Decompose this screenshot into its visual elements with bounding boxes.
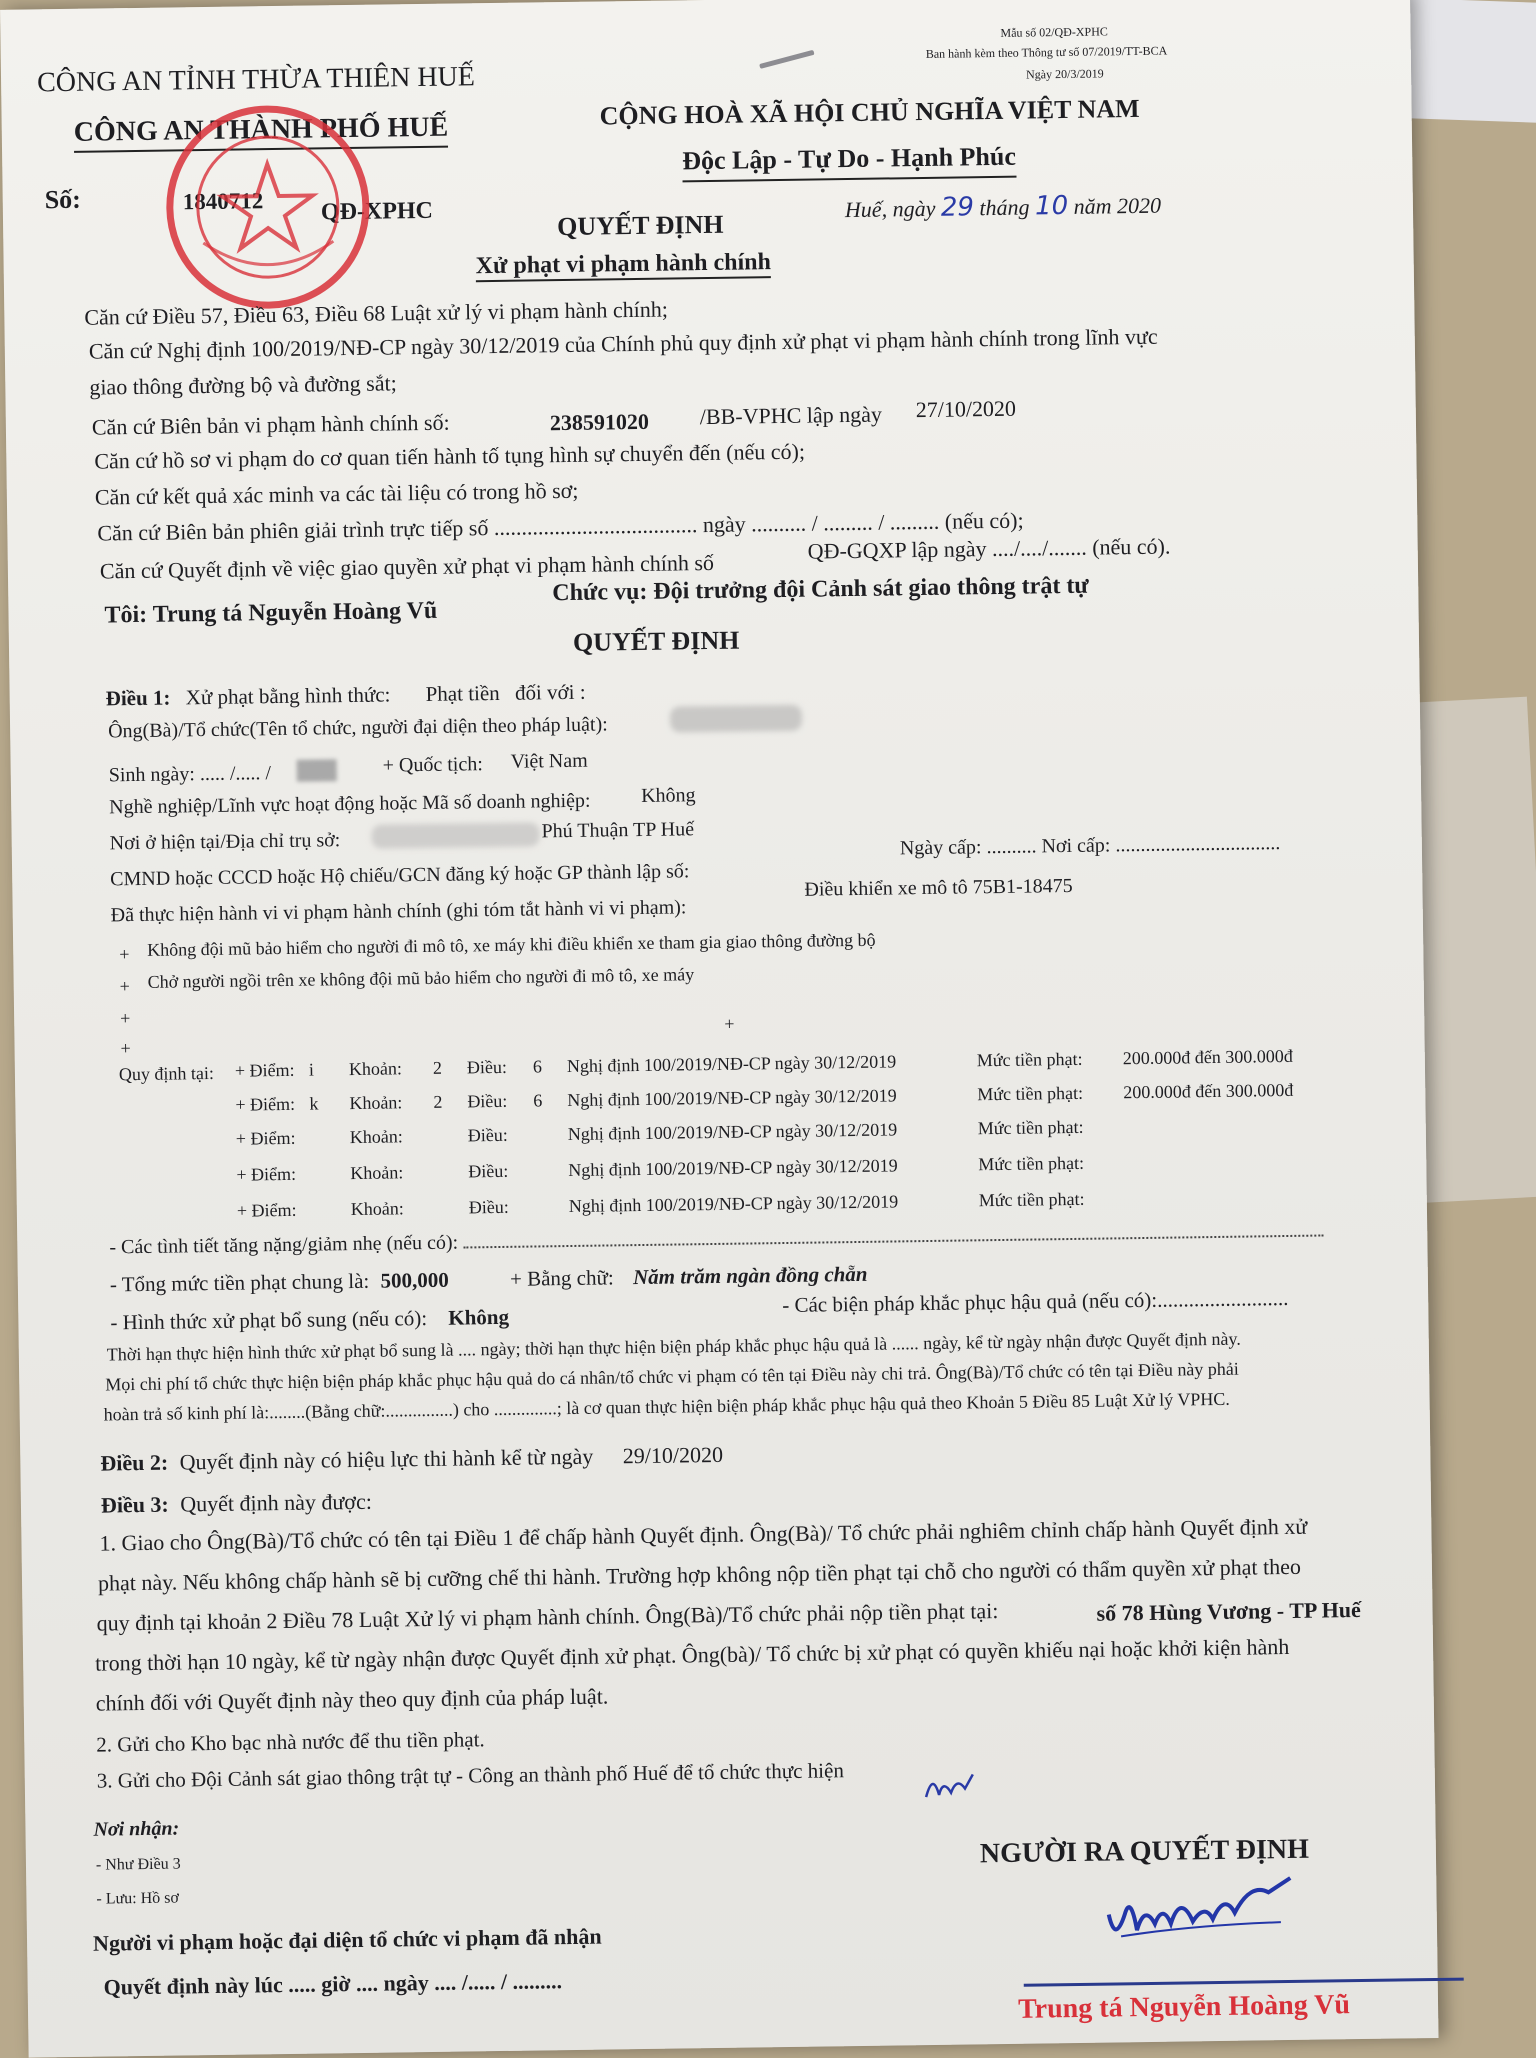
violation-label: Đã thực hiện hành vi vi phạm hành chính (ghi tóm tắt hành vi vi phạm): — [110, 896, 687, 927]
basis-5: Căn cứ kết quả xác minh va các tài liệu có trong hồ sơ; — [94, 477, 579, 510]
article2-label: Điều 2: — [100, 1449, 169, 1476]
basis-7-suffix: QĐ-GQXP lập ngày ..../..../....... (nếu có). — [807, 533, 1171, 564]
total-line — [110, 1262, 868, 1298]
id-label: CMND hoặc CCCD hoặc Hộ chiếu/GCN đăng ký hoặc GP thành lập số: — [110, 860, 690, 891]
decide-heading: QUYẾT ĐỊNH — [572, 625, 740, 657]
article3-p2: 2. Gửi cho Kho bạc nhà nước để thu tiền phạt. — [96, 1727, 485, 1757]
agency-line-1: CÔNG AN TỈNH THỪA THIÊN HUẾ — [36, 61, 476, 99]
article1-label: Điều 1: — [105, 685, 171, 711]
nationality-value: Việt Nam — [510, 749, 588, 773]
signature-line — [1024, 1978, 1464, 1987]
words-label: + Bằng chữ: — [509, 1265, 614, 1291]
address-visible: Phú Thuận TP Huế — [541, 818, 695, 843]
so-label: Số: — [44, 184, 82, 215]
article3-p1e: chính đối với Quyết định này theo quy định của pháp luật. — [95, 1683, 609, 1716]
basis-6: Căn cứ Biên bản phiên giải trình trực tiếp số ..................................... ngày .......... / ......... / ......... (nếu có); — [97, 507, 1024, 546]
date-prefix: Huế, ngày — [844, 195, 936, 223]
effective-date: 29/10/2020 — [622, 1441, 724, 1469]
receipt-line-1: Người vi phạm hoặc đại diện tổ chức vi phạm đã nhận — [92, 1923, 602, 1956]
total-amount: 500,000 — [380, 1267, 449, 1293]
address-label: Nơi ở hiện tại/Địa chỉ trụ sở: — [109, 829, 341, 855]
nation-line-2: Độc Lập - Tự Do - Hạnh Phúc — [682, 142, 1016, 183]
plus-mark: + — [119, 944, 130, 965]
article3: Điều 3: Quyết định này được: — [100, 1488, 373, 1518]
recipient-2: - Lưu: Hồ sơ — [96, 1889, 180, 1908]
official-stamp-icon — [161, 101, 374, 314]
recipient-1: - Như Điều 3 — [95, 1855, 181, 1874]
basis-4: Căn cứ hồ sơ vi phạm do cơ quan tiến hành tố tụng hình sự chuyển đến (nếu có); — [94, 438, 806, 474]
recipients-title: Nơi nhận: — [93, 1817, 180, 1841]
staple-icon — [759, 50, 814, 69]
violation-vehicle: Điều khiển xe mô tô 75B1-18475 — [804, 874, 1073, 901]
id-issue: Ngày cấp: .......... Nơi cấp: ................................. — [899, 832, 1281, 860]
total-in-words: Năm trăm ngàn đồng chẵn — [632, 1261, 868, 1290]
so-suffix: QĐ-XPHC — [320, 197, 434, 226]
basis-3-label: Căn cứ Biên bản vi phạm hành chính số: — [91, 409, 450, 440]
deadline-2: Mọi chi phí tổ chức thực hiện biện pháp khắc phục hậu quả do cá nhân/tổ chức vi phạm có tên tại Điều này chi trả. Ông(Bà)/Tổ chức có tên tại Điều này phải — [105, 1358, 1239, 1395]
reg-row: + Điểm: i Khoản: 2 Điều: 6 Nghị định 100/2019/NĐ-CP ngày 30/12/2019 Mức tiền phạt: 200.000đ đến 300.000đ — [234, 1045, 1293, 1081]
redacted-dob — [297, 759, 337, 782]
nation-line-1: CỘNG HOÀ XÃ HỘI CHỦ NGHĨA VIỆT NAM — [599, 93, 1140, 131]
form-code: Mẫu số 02/QĐ-XPHC — [1000, 24, 1108, 40]
job-label: Nghề nghiệp/Lĩnh vực hoạt động hoặc Mã số doanh nghiệp: — [109, 789, 591, 819]
date-year: năm 2020 — [1073, 192, 1162, 219]
title-main: QUYẾT ĐỊNH — [556, 209, 724, 242]
signer-title: NGƯỜI RA QUYẾT ĐỊNH — [979, 1833, 1310, 1870]
reg-row: + Điểm: k Khoản: 2 Điều: 6 Nghị định 100/2019/NĐ-CP ngày 30/12/2019 Mức tiền phạt: 200.000đ đến 300.000đ — [235, 1079, 1294, 1115]
extra-penalty-value: Không — [448, 1304, 510, 1330]
reg-row: + Điểm: Khoản: Điều: Nghị định 100/2019/NĐ-CP ngày 30/12/2019 Mức tiền phạt: — [236, 1152, 1085, 1185]
basis-3-suffix: /BB-VPHC lập ngày — [699, 401, 883, 430]
deadline-3: hoàn trả số kinh phí là:........(Bằng chữ:...............) cho ..............; là cơ quan thực hiện biện pháp khắc phục hậu quả theo Khoản 5 Điều 85 Luật Xử lý VPHC. — [103, 1388, 1230, 1425]
basis-7-label: Căn cứ Quyết định về việc giao quyền xử phạt vi phạm hành chính số — [99, 549, 715, 584]
violation-act: Không đội mũ bảo hiểm cho người đi mô tô, xe máy khi điều khiển xe tham gia giao thông đường bộ — [147, 929, 876, 960]
deadline-1: Thời hạn thực hiện hình thức xử phạt bổ sung là .... ngày; thời hạn thực hiện biện pháp khắc phục hậu quả là ...... ngày, kể từ ngày nhận được Quyết định này. — [106, 1328, 1241, 1365]
penalty-form-label: Xử phạt bằng hình thức: — [185, 682, 391, 710]
article3-p1a: 1. Giao cho Ông(Bà)/Tổ chức có tên tại Điều 1 để chấp hành Quyết định. Ông(Bà)/ Tổ chức phải nghiêm chỉnh chấp hành Quyết định xử — [99, 1513, 1308, 1556]
extra-penalty: - Hình thức xử phạt bổ sung (nếu có): Không — [110, 1304, 510, 1335]
receipt-line-2: Quyết định này lúc ..... giờ .... ngày .... /..... / ......... — [103, 1968, 563, 2000]
total-label: - Tổng mức tiền phạt chung là: — [109, 1268, 370, 1297]
article3-label: Điều 3: — [100, 1491, 169, 1518]
remedy-label: - Các biện pháp khắc phục hậu quả (nếu có):......................... — [782, 1285, 1289, 1318]
article3-p1b: phạt này. Nếu không chấp hành sẽ bị cưỡng chế thi hành. Trường hợp không nộp tiền phạt tại chỗ cho người có thẩm quyền xử phạt theo — [97, 1553, 1302, 1596]
payment-place: số 78 Hùng Vương - TP Huế — [1096, 1597, 1361, 1626]
article1-header — [106, 680, 586, 712]
date-month: 10 — [1034, 190, 1069, 222]
basis-1: Căn cứ Điều 57, Điều 63, Điều 68 Luật xử lý vi phạm hành chính; — [84, 296, 669, 330]
officer-position: Chức vụ: Đội trưởng đội Cảnh sát giao thông trật tự — [552, 572, 1089, 607]
form-issued-with: Ban hành kèm theo Thông tư số 07/2019/TT-BCA — [925, 43, 1168, 61]
agency-line-2: CÔNG AN THÀNH PHỐ HUẾ — [74, 112, 449, 153]
record-number: 238591020 — [549, 408, 650, 436]
person-label: Ông(Bà)/Tổ chức(Tên tổ chức, người đại diện theo pháp luật): — [108, 713, 608, 743]
form-issue-date: Ngày 20/3/2019 — [1025, 66, 1104, 82]
penalty-form-value: Phạt tiền — [425, 680, 500, 706]
plus-mark: + — [120, 1038, 131, 1059]
violation-act: Chở người ngồi trên xe không đội mũ bảo hiểm cho người đi mô tô, xe máy — [147, 964, 695, 992]
regs-label: Quy định tại: — [118, 1062, 215, 1085]
redacted-name — [670, 705, 802, 733]
reg-row: + Điểm: Khoản: Điều: Nghị định 100/2019/NĐ-CP ngày 30/12/2019 Mức tiền phạt: — [235, 1116, 1084, 1149]
plus-mark: + — [119, 976, 131, 997]
so-number: 1840712 — [182, 188, 264, 215]
date-line — [845, 190, 1162, 224]
circumstances: - Các tình tiết tăng nặng/giảm nhẹ (nếu có): — [109, 1219, 1323, 1259]
plus-mark: + — [724, 1013, 735, 1034]
article3-p1d: trong thời hạn 10 ngày, kể từ ngày nhận được Quyết định xử phạt. Ông(bà)/ Tổ chức bị xử phạt có quyền khiếu nại hoặc khởi kiện hành — [94, 1634, 1290, 1676]
article3-p3: 3. Gửi cho Đội Cảnh sát giao thông trật tự - Công an thành phố Huế để tổ chức thực hiện — [96, 1758, 845, 1793]
dob-label: Sinh ngày: ..... /..... / — [108, 762, 272, 787]
signature-icon — [1100, 1872, 1301, 1955]
date-day: 29 — [940, 192, 975, 223]
article3-p1c: quy định tại khoản 2 Điều 78 Luật Xử lý vi phạm hành chính. Ông(Bà)/Tổ chức phải nộp tiền phạt tại: — [96, 1598, 999, 1636]
job-value: Không — [640, 784, 696, 807]
reg-row: + Điểm: Khoản: Điều: Nghị định 100/2019/NĐ-CP ngày 30/12/2019 Mức tiền phạt: — [236, 1188, 1085, 1221]
basis-2b: giao thông đường bộ và đường sắt; — [89, 370, 397, 400]
signer-name: Trung tá Nguyễn Hoàng Vũ — [1017, 1989, 1351, 2025]
basis-2a: Căn cứ Nghị định 100/2019/NĐ-CP ngày 30/12/2019 của Chính phủ quy định xử phạt vi phạm hành chính trong lĩnh vực — [88, 323, 1158, 364]
initials-icon — [921, 1766, 982, 1807]
nationality-label: + Quốc tịch: — [382, 753, 483, 777]
date-month-label: tháng — [979, 194, 1030, 221]
officer-name: Tôi: Trung tá Nguyễn Hoàng Vũ — [104, 597, 438, 629]
redacted-address — [371, 822, 539, 848]
plus-mark: + — [120, 1008, 131, 1029]
doi-voi-label: đối với : — [514, 679, 586, 705]
record-date: 27/10/2020 — [915, 395, 1017, 423]
title-sub: Xử phạt vi phạm hành chính — [476, 249, 772, 282]
article2: Điều 2: Quyết định này có hiệu lực thi hành kể từ ngày 29/10/2020 — [100, 1441, 724, 1476]
